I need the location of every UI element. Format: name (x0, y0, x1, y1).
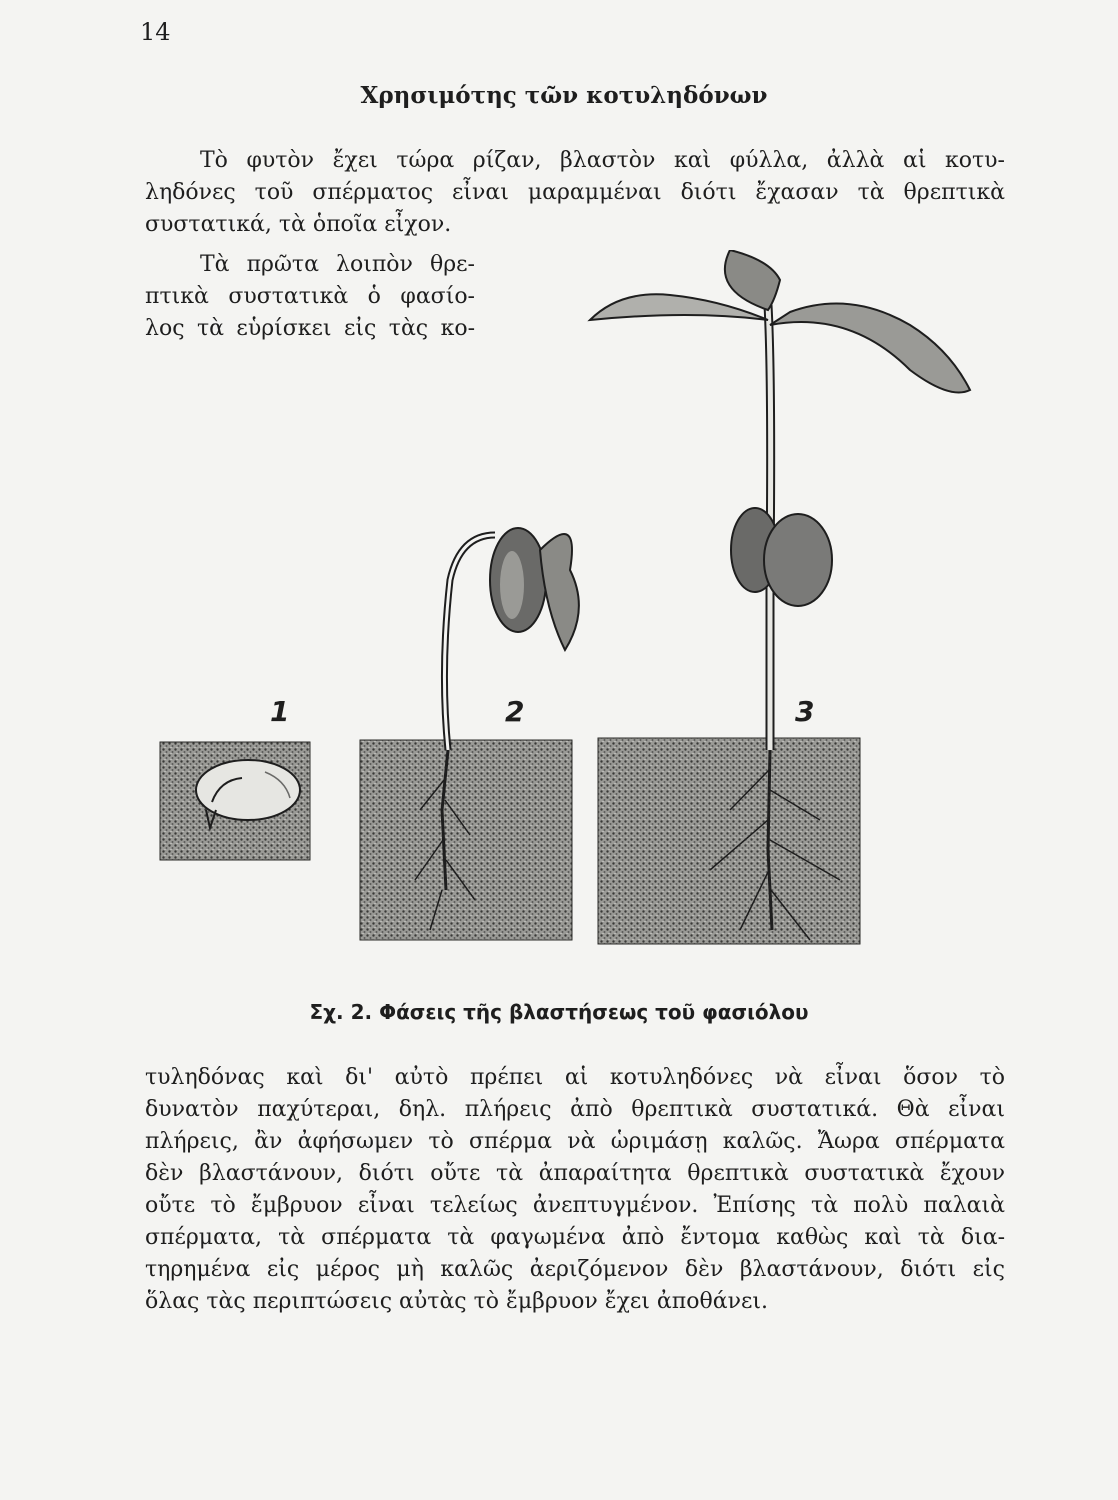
text-line: ληδόνες τοῦ σπέρματος εἶναι μαραμμέναι διότι ἔχασαν τὰ θρεπτικὰ (145, 180, 1005, 205)
figure-caption: Σχ. 2. Φάσεις τῆς βλαστήσεως τοῦ φασιόλου (309, 1000, 809, 1024)
stage-label-3: 3 (795, 695, 815, 728)
text-line: Τὸ φυτὸν ἔχει τώρα ρίζαν, βλαστὸν καὶ φύλλα, ἀλλὰ αἱ κοτυ- (200, 148, 1005, 173)
section-title: Χρησιμότης τῶν κοτυληδόνων (360, 82, 768, 109)
text-line: λος τὰ εὑρίσκει εἰς τὰς κο- (145, 316, 475, 341)
stage-2-emerging-seedling (360, 528, 579, 940)
text-line: τηρημένα εἰς μέρος μὴ καλῶς ἀεριζόμενον δὲν βλαστάνουν, διότι εἰς (145, 1257, 1005, 1282)
paragraph-cotyledons (145, 1062, 1005, 1318)
text-line: Τὰ πρῶτα λοιπὸν θρε- (200, 252, 475, 277)
text-line: ὅλας τὰς περιπτώσεις αὐτὰς τὸ ἔμβρυον ἔχει ἀποθάνει. (145, 1289, 768, 1314)
germination-illustration (150, 250, 1000, 970)
text-line: σπέρματα, τὰ σπέρματα τὰ φαγωμένα ἀπὸ ἔντομα καθὼς καὶ τὰ δια- (145, 1225, 1005, 1250)
stage-3-young-plant (590, 250, 970, 944)
germination-figure (150, 250, 1000, 970)
text-line: τυληδόνας καὶ δι' αὐτὸ πρέπει αἱ κοτυληδόνες νὰ εἶναι ὅσον τὸ (145, 1065, 1005, 1090)
text-line: οὔτε τὸ ἔμβρυον εἶναι τελείως ἀνεπτυγμένον. Ἐπίσης τὰ πολὺ παλαιὰ (145, 1193, 1005, 1218)
text-line: πλήρεις, ἂν ἀφήσωμεν τὸ σπέρμα νὰ ὡριμάσῃ καλῶς. Ἄωρα σπέρματα (145, 1129, 1005, 1154)
stage-label-2: 2 (505, 695, 525, 728)
text-line: δυνατὸν παχύτεραι, δηλ. πλήρεις ἀπὸ θρεπτικὰ συστατικά. Θὰ εἶναι (145, 1097, 1005, 1122)
stage-1-seed-in-soil (160, 742, 310, 860)
text-line: πτικὰ συστατικὰ ὁ φασίο- (145, 284, 475, 309)
stage-label-1: 1 (270, 695, 290, 728)
paragraph-intro (145, 145, 1005, 241)
text-line: δὲν βλαστάνουν, διότι οὔτε τὰ ἀπαραίτητα θρεπτικὰ συστατικὰ ἔχουν (145, 1161, 1005, 1186)
page-number: 14 (140, 18, 171, 46)
text-line: συστατικά, τὰ ὁποῖα εἶχον. (145, 212, 452, 237)
